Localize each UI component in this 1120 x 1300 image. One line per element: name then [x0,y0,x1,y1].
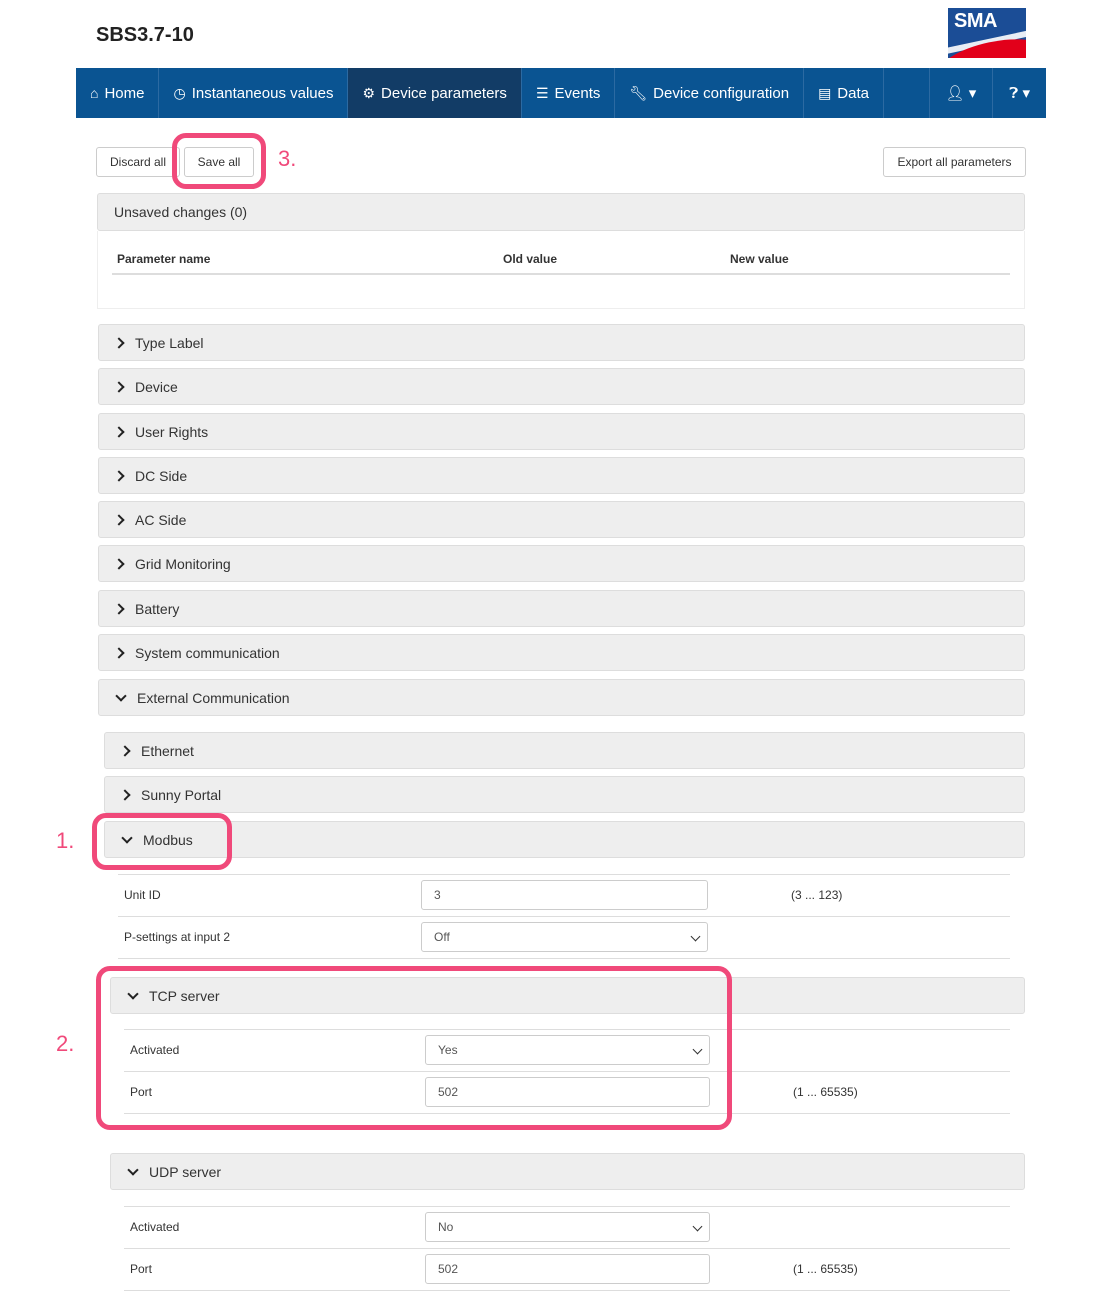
nav-spacer [884,68,930,118]
col-parameter-name: Parameter name [117,252,211,266]
unit-id-range: (3 ... 123) [791,888,843,902]
nav-home[interactable] [76,68,159,118]
group-label: AC Side [135,511,187,528]
list-icon: ☰ [535,84,549,101]
chevron-right-icon [113,647,124,658]
group-grid-monitoring[interactable] [98,545,1025,582]
col-old-value: Old value [503,252,558,266]
unsaved-changes-header [97,193,1025,231]
group-battery[interactable] [98,590,1025,627]
user-menu[interactable] [930,68,994,118]
user-icon: 👤︎ ▾ [945,85,977,102]
logo-text: SMA [954,10,997,32]
nav-device-configuration-label: Device configuration [653,84,790,102]
row-divider [124,1248,1010,1249]
unsaved-changes-title: Unsaved changes (0) [114,204,248,220]
highlight-save-all [172,133,266,189]
nav-device-parameters[interactable] [348,68,521,118]
group-label: Type Label [135,334,204,351]
table-header-rule [112,273,1010,275]
nav-events-label: Events [554,84,601,102]
nav-device-parameters-label: Device parameters [381,84,507,102]
nav-data-label: Data [837,84,869,102]
tcp-activated-value: Yes [438,1043,458,1057]
unit-id-label: Unit ID [124,888,161,902]
row-divider [124,1206,1010,1207]
subgroup-label: Ethernet [141,742,194,759]
row-divider [124,1290,1010,1291]
group-label: Device [135,378,178,395]
step-3-label: 3. [278,146,297,171]
row-divider [118,874,1010,875]
help-icon: ❓︎ ▾ [1009,85,1030,102]
tcp-activated-label: Activated [130,1043,180,1057]
udp-port-label: Port [130,1262,153,1276]
nav-device-configuration[interactable] [615,68,804,118]
chevron-right-icon [113,514,124,525]
chevron-right-icon [113,337,124,348]
highlight-modbus [92,813,232,870]
main-navbar [76,68,1046,118]
subgroup-sunny-portal[interactable] [104,776,1025,813]
group-system-communication[interactable] [98,634,1025,671]
col-new-value: New value [730,252,789,266]
device-title: SBS3.7-10 [96,24,194,46]
database-icon: ▤ [818,84,832,101]
help-menu[interactable] [993,68,1046,118]
step-1-label: 1. [56,828,75,853]
chevron-right-icon [113,470,124,481]
tcp-port-input[interactable]: 502 [425,1077,710,1107]
tcp-port-range: (1 ... 65535) [793,1085,858,1099]
group-user-rights[interactable] [98,413,1025,450]
group-ac-side[interactable] [98,501,1025,538]
gear-icon: ⚙ [362,84,376,101]
group-type-label[interactable] [98,324,1025,361]
discard-all-button[interactable]: Discard all [96,147,180,177]
udp-server-title: UDP server [149,1163,222,1180]
chevron-down-icon [693,1222,703,1232]
group-label: Grid Monitoring [135,555,231,572]
subgroup-ethernet[interactable] [104,732,1025,769]
chevron-right-icon [119,745,130,756]
wrench-icon: 🔧︎ [629,84,648,101]
chevron-down-icon [115,690,126,701]
chevron-right-icon [113,381,124,392]
nav-instantaneous-label: Instantaneous values [191,84,334,102]
chevron-right-icon [113,558,124,569]
row-divider [118,916,1010,917]
group-label: User Rights [135,423,209,440]
row-divider [118,958,1010,959]
group-device[interactable] [98,368,1025,405]
unsaved-changes-body [97,231,1025,309]
group-dc-side[interactable] [98,457,1025,494]
udp-activated-select[interactable] [425,1212,710,1242]
p-settings-select[interactable] [421,922,708,952]
p-settings-label: P-settings at input 2 [124,930,231,944]
nav-home-label: Home [104,84,145,102]
udp-port-input[interactable]: 502 [425,1254,710,1284]
highlight-tcp-server [96,966,732,1130]
chevron-down-icon [691,932,701,942]
group-label: External Communication [137,689,290,706]
chevron-right-icon [113,603,124,614]
subgroup-label: Modbus [143,831,193,848]
gauge-icon: ◷ [173,84,186,101]
nav-instantaneous-values[interactable] [159,68,348,118]
tcp-server-title: TCP server [149,987,220,1004]
group-label: DC Side [135,467,188,484]
step-2-label: 2. [56,1031,75,1056]
group-label: System communication [135,644,280,661]
export-all-parameters-button[interactable]: Export all parameters [883,147,1026,177]
subgroup-modbus[interactable] [104,821,1025,858]
udp-port-range: (1 ... 65535) [793,1262,858,1276]
p-settings-value: Off [434,930,450,944]
nav-data[interactable] [804,68,884,118]
unit-id-input[interactable]: 3 [421,880,708,910]
chevron-right-icon [113,426,124,437]
tcp-port-label: Port [130,1085,153,1099]
group-external-communication[interactable] [98,679,1025,716]
nav-events[interactable] [522,68,615,118]
save-all-button[interactable]: Save all [184,147,254,177]
home-icon: ⌂ [90,85,99,101]
group-label: Battery [135,600,180,617]
chevron-down-icon [127,1164,138,1175]
udp-activated-value: No [438,1220,454,1234]
chevron-right-icon [119,789,130,800]
sma-logo [948,8,1026,58]
udp-activated-label: Activated [130,1220,180,1234]
subgroup-udp-server[interactable] [110,1153,1025,1190]
subgroup-label: Sunny Portal [141,786,222,803]
